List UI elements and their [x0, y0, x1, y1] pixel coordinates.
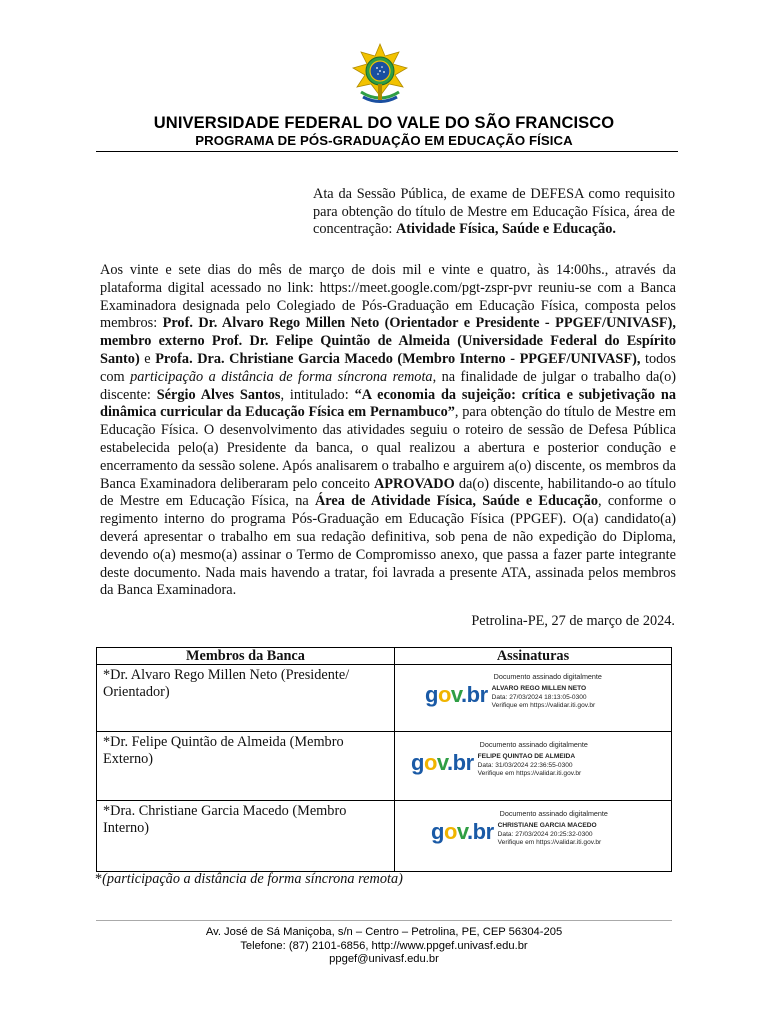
signature-cell — [395, 732, 672, 801]
members-header: Membros da Banca — [97, 648, 395, 665]
signer-name: ALVARO REGO MILLEN NETO — [491, 684, 587, 692]
signer-name: FELIPE QUINTAO DE ALMEIDA — [477, 752, 576, 760]
header-divider — [96, 151, 678, 152]
brazil-coat-of-arms-icon — [349, 42, 411, 110]
body-text-1: Aos vinte e sete dias do mês de março de dois mil e vinte e quatro, às 14:00hs., através da plataforma digital acessado no link: https://meet.google.com/pgt-zspr-pvr reuniu-se com a Banca Examinadora designada pelo Colegiado de Pós-Graduação em Educação Física, composta pelos membros: — [100, 262, 676, 332]
table-row — [97, 665, 672, 732]
govbr-logo-icon: gov.br — [425, 682, 488, 707]
remote-participation: participação a distância de forma síncrona remota — [130, 368, 433, 385]
footer-address: Av. José de Sá Maniçoba, s/n – Centro – Petrolina, PE, CEP 56304-205 — [205, 926, 563, 938]
footnote — [95, 871, 403, 888]
verify-link[interactable]: Verifique em https://validar.iti.gov.br — [491, 702, 596, 710]
body-text-2: todos com — [100, 350, 676, 385]
footnote-text: (participação a distância de forma síncrona remota) — [102, 871, 403, 887]
member-name: *Dr. Alvaro Rego Millen Neto (Presidente/ Orientador) — [97, 665, 395, 732]
footer-email[interactable]: ppgef@univasf.edu.br — [329, 953, 439, 966]
committee-members-2: Profa. Dra. Christiane Garcia Macedo (Membro Interno - PPGEF/UNIVASF), — [155, 350, 641, 367]
committee-members-1: Prof. Dr. Alvaro Rego Millen Neto (Orientador e Presidente - PPGEF/UNIVASF), membro externo Prof. Dr. Felipe Quintão de Almeida (Universidade Federal do Espírito Santo) — [100, 315, 676, 367]
signer-name: CHRISTIANE GARCIA MACEDO — [497, 821, 597, 829]
area-name: Área de Atividade Física, Saúde e Educação — [314, 493, 598, 510]
signatures-header: Assinaturas — [395, 648, 672, 665]
table-row — [97, 732, 672, 801]
govbr-logo-icon: gov.br — [411, 750, 474, 775]
result-approved: APROVADO — [373, 475, 455, 492]
stamp-heading: Documento assinado digitalmente — [479, 740, 588, 749]
minutes-intro — [313, 186, 675, 239]
body-text-7: , conforme o regimento interno do programa Pós-Graduação em Educação Física (PPGEF). O(a) candidato(a) deverá apresentar o trabalho em sua redação definitiva, sob pena de não expedição do Diploma, devendo o(a) mesmo(a) assinar o Termo de Compromisso anexo, que passa a fazer parte integrante deste documento. Nada mais havendo a tratar, foi lavrada a presente ATA, assinada pelos membros da Banca Examinadora. — [100, 493, 676, 599]
place-date: Petrolina-PE, 27 de março de 2024. — [471, 613, 675, 629]
verify-link[interactable]: Verifique em https://validar.iti.gov.br — [497, 839, 602, 847]
footer — [0, 926, 768, 967]
footnote-asterisk: * — [95, 871, 103, 887]
signature-date: Data: 31/03/2024 22:36:55-0300 — [477, 761, 573, 769]
stamp-heading: Documento assinado digitalmente — [493, 672, 602, 681]
footer-phone: Telefone: (87) 2101-6856, http://www.ppgef.univasf.edu.br — [240, 939, 528, 952]
body-text-5: , para obtenção do título de Mestre em Educação Física. O desenvolvimento das atividades seguiu o roteiro de sessão de Defesa Pública estabelecida pelo(a) Presidente da banca, o qual realizou a abertura e posterior condução e encerramento da sessão solene. Após analisarem o trabalho e arguirem a(o) discente, os membros da Banca Examinadora deliberaram pelo conceito — [100, 404, 676, 492]
govbr-logo-icon: gov.br — [431, 819, 494, 844]
verify-link[interactable]: Verifique em https://validar.iti.gov.br — [477, 770, 582, 778]
university-name: UNIVERSIDADE FEDERAL DO VALE DO SÃO FRANCISCO — [153, 114, 615, 132]
signature-cell — [395, 665, 672, 732]
signature-date: Data: 27/03/2024 18:13:05-0300 — [491, 693, 587, 701]
digital-signature-stamp — [431, 810, 608, 848]
signature-table — [96, 647, 672, 872]
body-text-and: e — [139, 350, 156, 367]
signature-cell — [395, 801, 672, 872]
student-name: Sérgio Alves Santos — [156, 386, 281, 403]
body-text-4: , intitulado: — [280, 386, 355, 403]
body-text-3: , na finalidade de julgar o trabalho da(o) discente: — [100, 368, 676, 403]
signature-date: Data: 27/03/2024 20:25:32-0300 — [497, 830, 593, 838]
table-row — [97, 801, 672, 872]
member-name: *Dr. Felipe Quintão de Almeida (Membro Externo) — [97, 732, 395, 801]
program-name: PROGRAMA DE PÓS-GRADUAÇÃO EM EDUCAÇÃO FÍSICA — [195, 133, 573, 148]
digital-signature-stamp — [425, 673, 602, 711]
thesis-title: “A economia da sujeição: crítica e subjetivação na dinâmica curricular da Educação Física em Pernambuco” — [100, 386, 677, 421]
body-text-6: da(o) discente, habilitando-o ao título de Mestre em Educação Física, na — [100, 475, 676, 510]
footer-divider — [96, 920, 672, 921]
minutes-body — [100, 262, 676, 600]
digital-signature-stamp — [411, 741, 588, 779]
member-name: *Dra. Christiane Garcia Macedo (Membro Interno) — [97, 801, 395, 872]
stamp-heading: Documento assinado digitalmente — [499, 809, 608, 818]
concentration-area: Atividade Física, Saúde e Educação. — [395, 221, 616, 238]
intro-text: Ata da Sessão Pública, de exame de DEFESA como requisito para obtenção do título de Mestre em Educação Física, área de concentração: — [313, 186, 675, 238]
